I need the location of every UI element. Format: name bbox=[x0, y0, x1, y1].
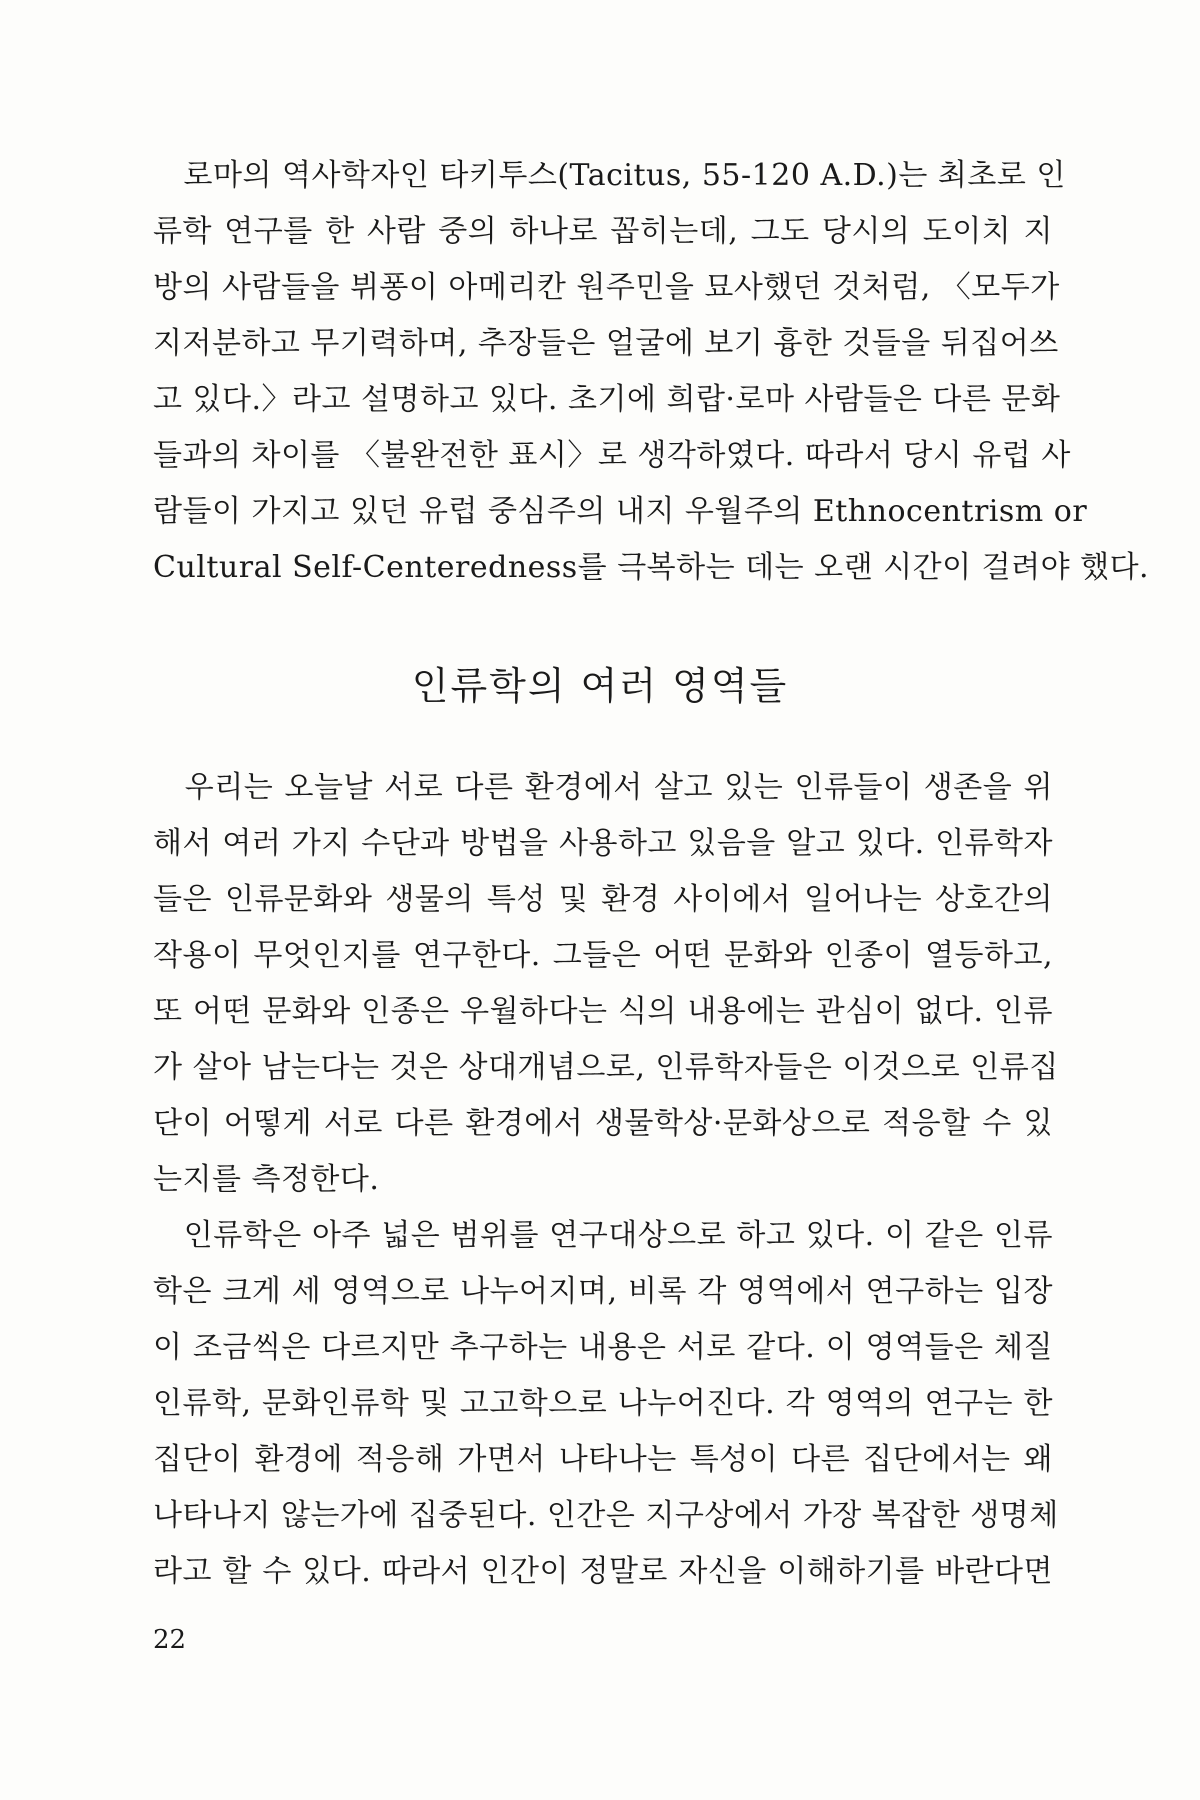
paragraph-line: 들과의 차이를 〈불완전한 표시〉로 생각하였다. 따라서 당시 유럽 사 bbox=[153, 438, 1071, 473]
paragraph-line: 인류학은 아주 넓은 범위를 연구대상으로 하고 있다. 이 같은 인류 bbox=[153, 1218, 1053, 1253]
paragraph-line: 집단이 환경에 적응해 가면서 나타나는 특성이 다른 집단에서는 왜 bbox=[153, 1442, 1053, 1477]
paragraph-line: 또 어떤 문화와 인종은 우월하다는 식의 내용에는 관심이 없다. 인류 bbox=[153, 994, 1053, 1029]
paragraph-line: 인류학, 문화인류학 및 고고학으로 나누어진다. 각 영역의 연구는 한 bbox=[153, 1386, 1053, 1421]
section-paragraph bbox=[153, 760, 1059, 1208]
section-paragraph bbox=[153, 1208, 1059, 1600]
paragraph-line: 로마의 역사학자인 타키투스(Tacitus, 55-120 A.D.)는 최초로 인 bbox=[153, 158, 1066, 193]
paragraph-line: 류학 연구를 한 사람 중의 하나로 꼽히는데, 그도 당시의 도이치 지 bbox=[153, 214, 1053, 249]
paragraph-line: 방의 사람들을 뷔퐁이 아메리칸 원주민을 묘사했던 것처럼, 〈모두가 bbox=[153, 270, 1060, 305]
paragraph-line: 학은 크게 세 영역으로 나누어지며, 비록 각 영역에서 연구하는 입장 bbox=[153, 1274, 1053, 1309]
paragraph-line: 해서 여러 가지 수단과 방법을 사용하고 있음을 알고 있다. 인류학자 bbox=[153, 826, 1053, 861]
paragraph-line: 지저분하고 무기력하며, 추장들은 얼굴에 보기 흉한 것들을 뒤집어쓰 bbox=[153, 326, 1059, 361]
paragraph-line: Cultural Self-Centeredness를 극복하는 데는 오랜 시간이 걸려야 했다. bbox=[153, 550, 1150, 585]
paragraph-line: 람들이 가지고 있던 유럽 중심주의 내지 우월주의 Ethnocentrism or bbox=[153, 494, 1088, 529]
section-heading: 인류학의 여러 영역들 bbox=[411, 664, 789, 708]
paragraph-line: 이 조금씩은 다르지만 추구하는 내용은 서로 같다. 이 영역들은 체질 bbox=[153, 1330, 1053, 1365]
paragraph-line: 우리는 오늘날 서로 다른 환경에서 살고 있는 인류들이 생존을 위 bbox=[153, 770, 1053, 805]
paragraph-line: 나타나지 않는가에 집중된다. 인간은 지구상에서 가장 복잡한 생명체 bbox=[153, 1498, 1059, 1533]
paragraph-line: 고 있다.〉라고 설명하고 있다. 초기에 희랍·로마 사람들은 다른 문화 bbox=[153, 382, 1061, 417]
paragraph-line: 들은 인류문화와 생물의 특성 및 환경 사이에서 일어나는 상호간의 bbox=[153, 882, 1053, 917]
paragraph-line: 가 살아 남는다는 것은 상대개념으로, 인류학자들은 이것으로 인류집 bbox=[153, 1050, 1059, 1085]
paragraph-line: 작용이 무엇인지를 연구한다. 그들은 어떤 문화와 인종이 열등하고, bbox=[153, 938, 1053, 973]
page-number: 22 bbox=[153, 1625, 187, 1655]
paragraph-line: 는지를 측정한다. bbox=[153, 1162, 380, 1197]
paragraph-line: 라고 할 수 있다. 따라서 인간이 정말로 자신을 이해하기를 바란다면 bbox=[153, 1554, 1053, 1589]
intro-paragraph bbox=[153, 148, 1150, 596]
paragraph-line: 단이 어떻게 서로 다른 환경에서 생물학상·문화상으로 적응할 수 있 bbox=[153, 1106, 1053, 1141]
section-body bbox=[153, 760, 1059, 1600]
